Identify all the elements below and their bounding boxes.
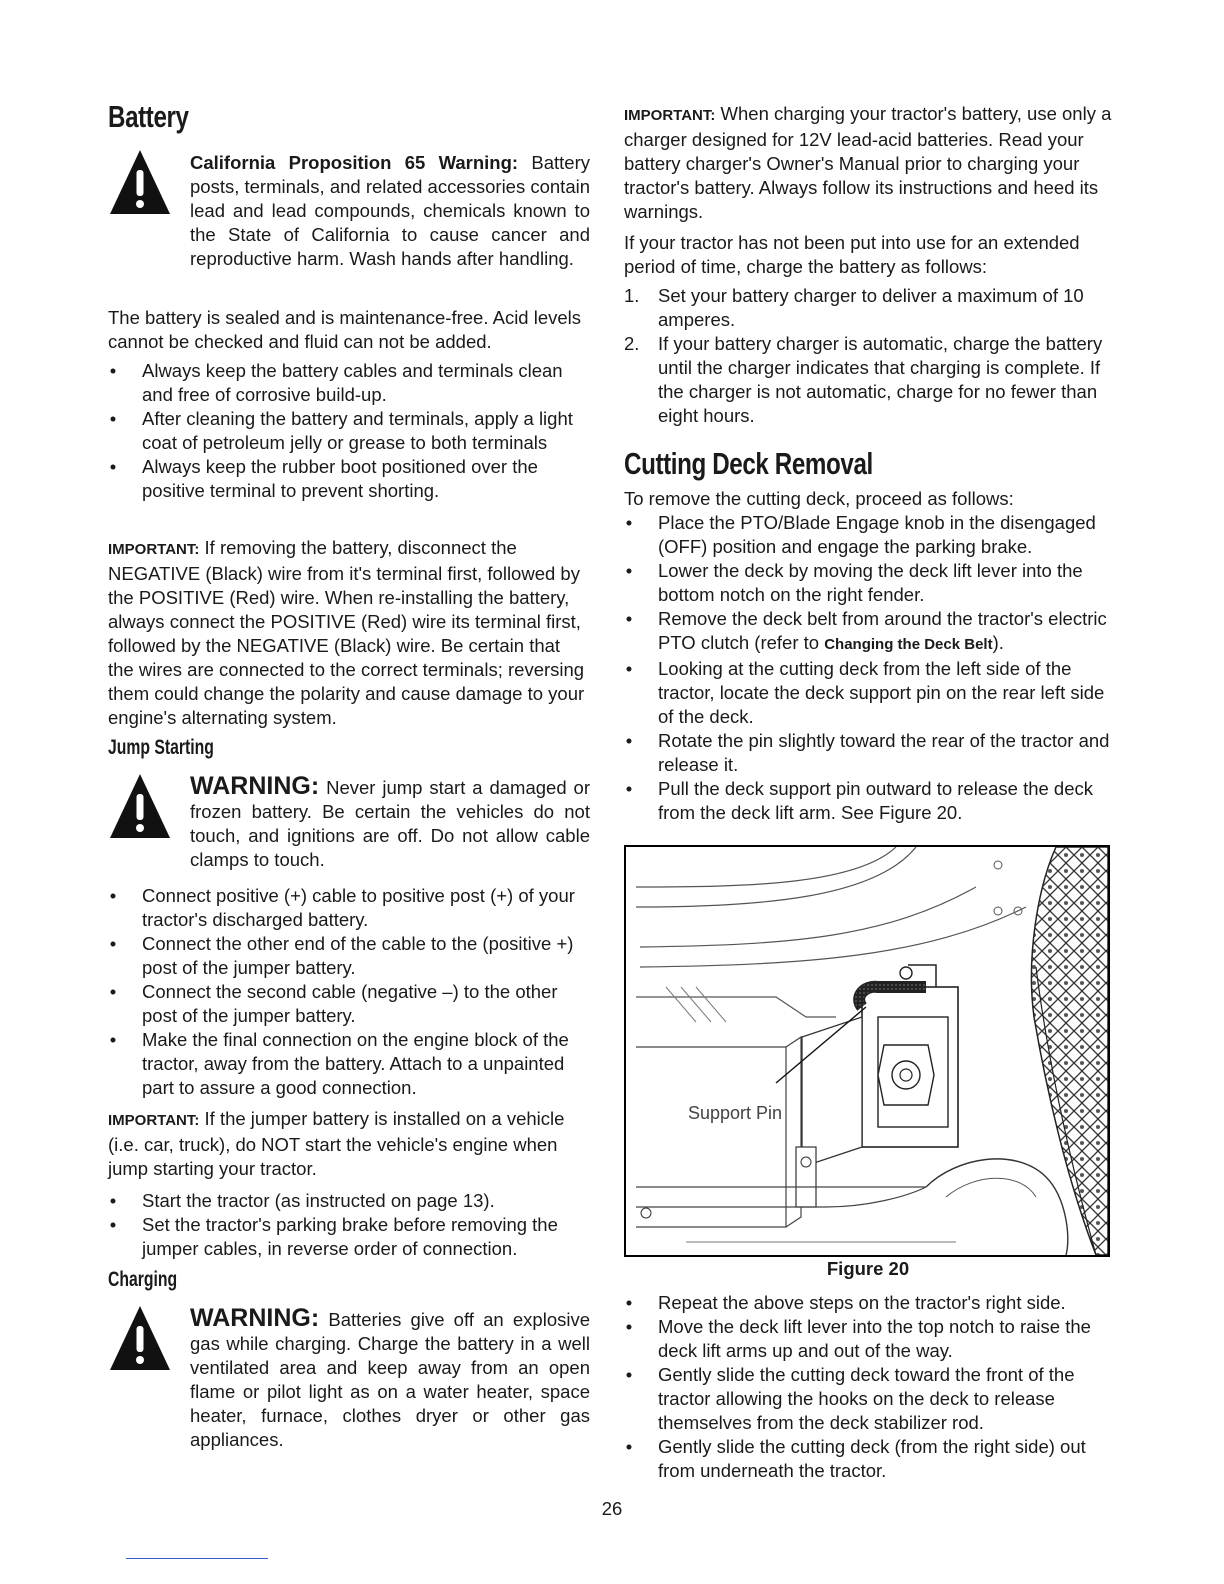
battery-important: IMPORTANT: If removing the battery, disconnect the NEGATIVE (Black) wire from it's terminal first, followed by the POSITIVE (Red) wire. When re-installing the battery, always connect the POSITIVE (Red) wire its terminal first, followed by the NEGATIVE (Black) wire. Be certain that the wires are connected to the correct terminals; reversing them could change the polarity and cause damage to your engine's alternating system.: [108, 537, 585, 728]
warning-label: WARNING:: [190, 772, 320, 800]
jump-bullets: [108, 884, 590, 1100]
warning-label: WARNING:: [190, 1304, 320, 1332]
figure-20: [624, 845, 1110, 1257]
support-pin-illustration: [626, 847, 1108, 1255]
charging-heading: Charging: [108, 1268, 178, 1291]
list-item: • Pull the deck support pin outward to release the deck from the deck lift arm. See Figure 20.: [625, 778, 1094, 823]
battery-heading: Battery: [108, 99, 189, 134]
list-item: • Connect the other end of the cable to the (positive +) post of the jumper battery.: [109, 933, 574, 978]
cutting-deck-heading: Cutting Deck Removal: [624, 446, 873, 481]
list-item: • After cleaning the battery and terminals, apply a light coat of petroleum jelly or grease to both terminals: [109, 408, 573, 453]
battery-bullets: [108, 359, 590, 503]
important-label: IMPORTANT:: [108, 541, 200, 558]
list-item: • Remove the deck belt from around the tractor's electric PTO clutch (refer to Changing the Deck Belt).: [625, 608, 1107, 653]
warning-triangle-icon: [108, 1304, 172, 1372]
list-item: • Lower the deck by moving the deck lift lever into the bottom notch on the right fender.: [625, 560, 1083, 605]
jump-important: IMPORTANT: If the jumper battery is installed on a vehicle (i.e. car, truck), do NOT start the vehicle's engine when jump starting your tractor.: [108, 1108, 565, 1179]
list-item: • Make the final connection on the engine block of the tractor, away from the battery. Attach to a unpainted part to assure a good connection.: [109, 1029, 569, 1098]
list-item: 2. If your battery charger is automatic, charge the battery until the charger indicates that charging is complete. If the charger is not automatic, charge for no fewer than eight hours.: [624, 333, 1103, 426]
list-item: • Always keep the rubber boot positioned over the positive terminal to prevent shorting.: [109, 456, 538, 501]
warning-triangle-icon: [108, 772, 172, 840]
prop65-warning: [190, 151, 590, 271]
list-item: • Set the tractor's parking brake before removing the jumper cables, in reverse order of connection.: [109, 1214, 558, 1259]
figure-callout-label: Support Pin: [688, 1103, 783, 1123]
list-item: • Gently slide the cutting deck (from the right side) out from underneath the tractor.: [625, 1436, 1086, 1481]
deck-bullets: [624, 511, 1112, 825]
important-label: IMPORTANT:: [624, 107, 716, 124]
figure-caption: Figure 20: [826, 1258, 910, 1279]
list-item: • Always keep the battery cables and terminals clean and free of corrosive build-up.: [109, 360, 563, 405]
charging-intro: If your tractor has not been put into use for an extended period of time, charge the battery as follows:: [624, 232, 1080, 277]
list-item: • Move the deck lift lever into the top notch to raise the deck lift arms up and out of the way.: [625, 1316, 1091, 1361]
page-number: 26: [601, 1498, 623, 1519]
battery-intro: The battery is sealed and is maintenance-free. Acid levels cannot be checked and fluid can not be added.: [108, 307, 582, 352]
important-label: IMPORTANT:: [108, 1112, 200, 1129]
list-item: • Connect the second cable (negative –) to the other post of the jumper battery.: [109, 981, 558, 1026]
jump-starting-heading: Jump Starting: [108, 736, 214, 759]
charging-steps: [624, 284, 1112, 428]
list-item: • Gently slide the cutting deck toward the front of the tractor allowing the hooks on the deck to release themselves from the deck stabilizer rod.: [625, 1364, 1075, 1433]
list-item: • Place the PTO/Blade Engage knob in the disengaged (OFF) position and engage the parking brake.: [625, 512, 1096, 557]
warning-triangle-icon: [108, 148, 172, 216]
prop65-title: California Proposition 65 Warning:: [190, 152, 519, 173]
jump-bullets-2: [108, 1189, 590, 1261]
cross-reference: Changing the Deck Belt: [824, 636, 993, 653]
list-item: 1. Set your battery charger to deliver a maximum of 10 amperes.: [624, 285, 1084, 330]
deck-bullets-2: [624, 1291, 1112, 1483]
deck-intro: To remove the cutting deck, proceed as follows:: [624, 488, 1014, 509]
charging-warning: WARNING: Batteries give off an explosive gas while charging. Charge the battery in a well ventilated area and keep away from an open flame or pilot light as on a water heater, space heater, furnace, clothes dryer or other gas appliances.: [190, 1304, 591, 1450]
list-item: • Rotate the pin slightly toward the rear of the tractor and release it.: [625, 730, 1110, 775]
prop65-body: Battery posts, terminals, and related accessories contain lead and lead compounds, chemicals known to the State of California to cause cancer and reproductive harm. Wash hands after handling.: [190, 152, 591, 269]
list-item: • Connect positive (+) cable to positive post (+) of your tractor's discharged battery.: [109, 885, 575, 930]
list-item: • Start the tractor (as instructed on page 13).: [109, 1190, 495, 1211]
footer-rule: [126, 1558, 268, 1559]
jump-warning: WARNING: Never jump start a damaged or frozen battery. Be certain the vehicles do not touch, and ignitions are off. Do not allow cable clamps to touch.: [190, 772, 590, 870]
list-item: • Repeat the above steps on the tractor's right side.: [625, 1292, 1066, 1313]
list-item: • Looking at the cutting deck from the left side of the tractor, locate the deck support pin on the rear left side of the deck.: [625, 658, 1105, 727]
charging-important: IMPORTANT: When charging your tractor's battery, use only a charger designed for 12V lead-acid batteries. Read your battery charger's Owner's Manual prior to charging your tractor's battery. Always follow its instructions and heed its warnings.: [624, 103, 1112, 222]
